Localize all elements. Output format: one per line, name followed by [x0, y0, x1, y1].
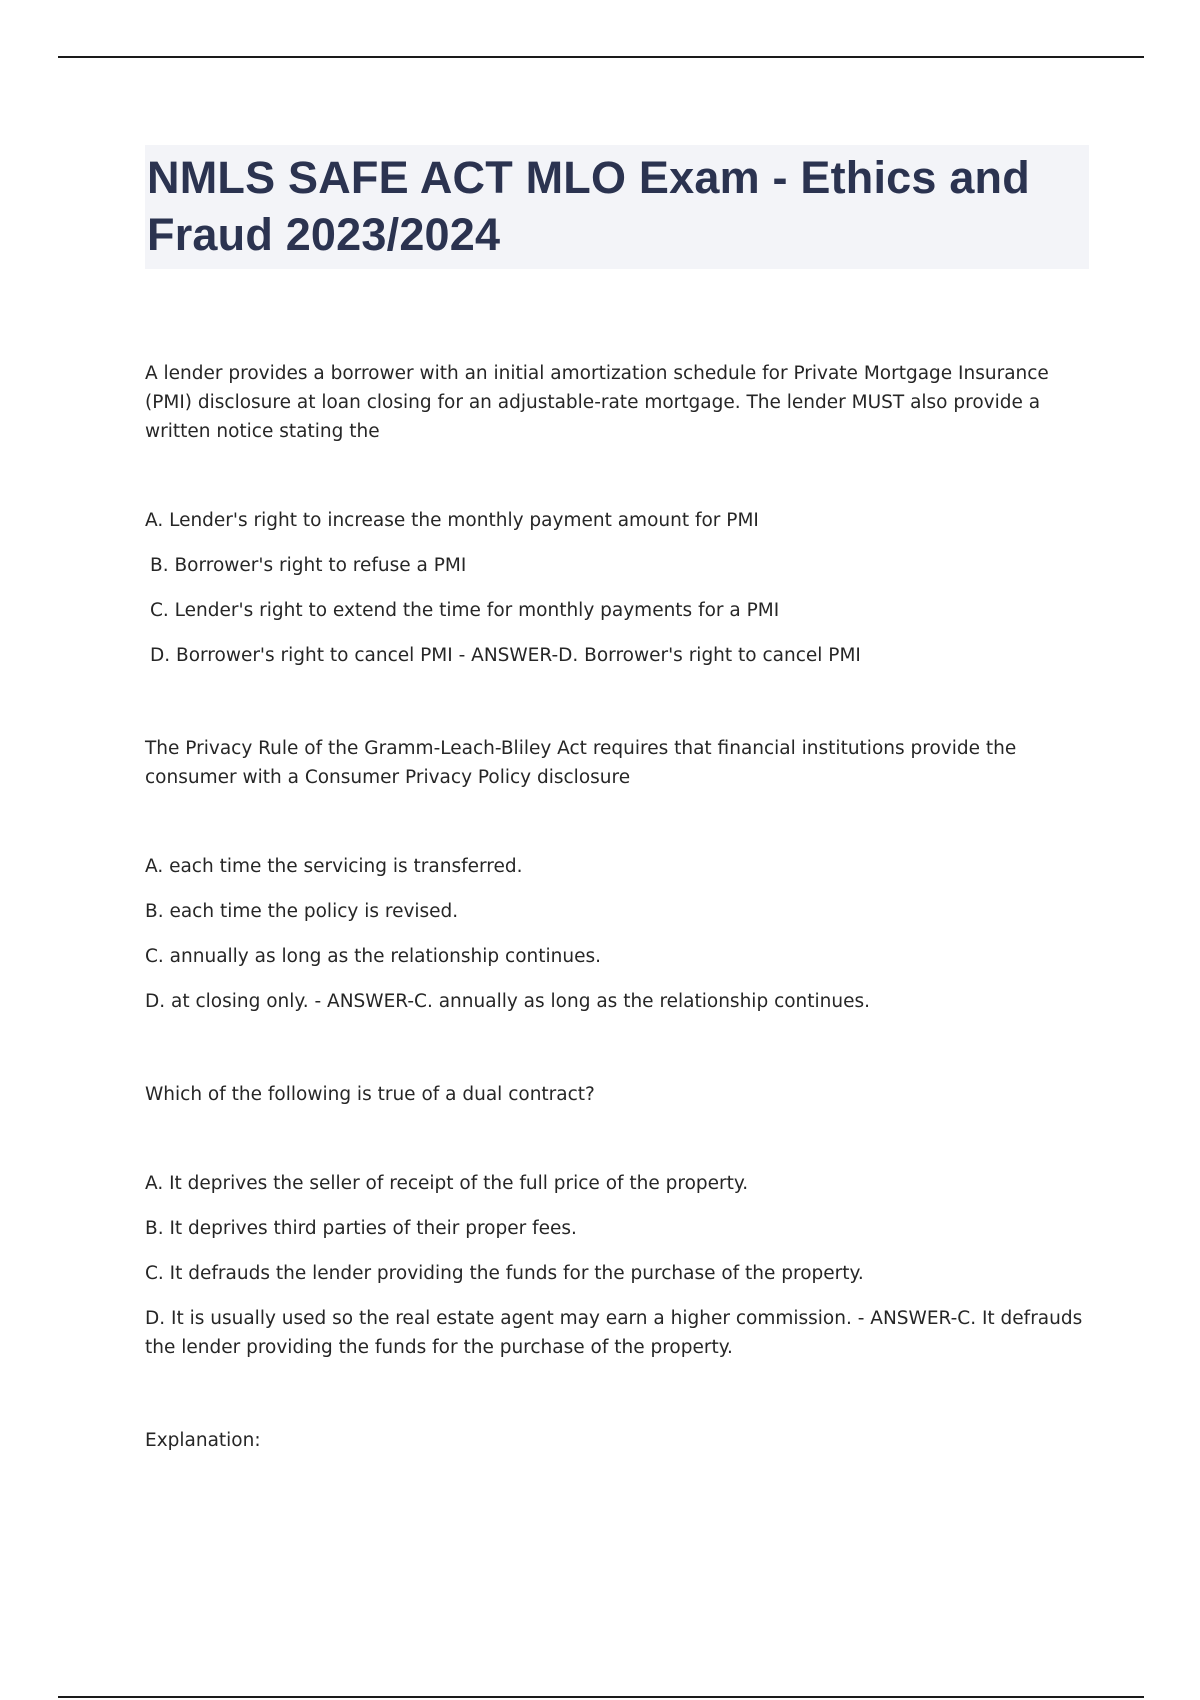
option-c: C. annually as long as the relationship continues. [145, 946, 601, 967]
page-title: NMLS SAFE ACT MLO Exam - Ethics and Fraud 2023/2024 [147, 152, 1030, 260]
answer-options [145, 506, 1089, 670]
bottom-rule [58, 1696, 1144, 1698]
question-text: The Privacy Rule of the Gramm-Leach-Bliley Act requires that financial institutions provide the consumer with a Consumer Privacy Policy disclosure [145, 738, 1017, 788]
option-c: C. It defrauds the lender providing the funds for the purchase of the property. [145, 1263, 864, 1284]
option-b: B. each time the policy is revised. [145, 901, 459, 922]
option-c: C. Lender's right to extend the time for monthly payments for a PMI [150, 600, 780, 621]
answer-options [145, 852, 1089, 1016]
option-a: A. each time the servicing is transferred. [145, 856, 523, 877]
document-body [145, 145, 1089, 1455]
question-text: Which of the following is true of a dual contract? [145, 1084, 595, 1105]
option-b: B. It deprives third parties of their proper fees. [145, 1218, 577, 1239]
explanation-label: Explanation: [145, 1430, 261, 1451]
top-rule [58, 56, 1144, 58]
title-block [145, 145, 1089, 269]
question-block-3 [145, 1080, 1089, 1362]
question-block-1 [145, 359, 1089, 670]
question-block-2 [145, 734, 1089, 1016]
question-text: A lender provides a borrower with an initial amortization schedule for Private Mortgage Insurance (PMI) disclosure at loan closing for an adjustable-rate mortgage. The lender MUST also provide a written notice stating the [145, 363, 1049, 442]
option-b: B. Borrower's right to refuse a PMI [150, 555, 467, 576]
option-d-answer: D. at closing only. - ANSWER-C. annually as long as the relationship continues. [145, 991, 871, 1012]
option-a: A. It deprives the seller of receipt of the full price of the property. [145, 1173, 749, 1194]
option-d-answer: D. It is usually used so the real estate agent may earn a higher commission. - ANSWER-C. It defrauds the lender providing the funds for the purchase of the property. [145, 1308, 1083, 1358]
option-d-answer: D. Borrower's right to cancel PMI - ANSWER-D. Borrower's right to cancel PMI [150, 645, 861, 666]
option-a: A. Lender's right to increase the monthly payment amount for PMI [145, 510, 759, 531]
answer-options [145, 1169, 1089, 1362]
